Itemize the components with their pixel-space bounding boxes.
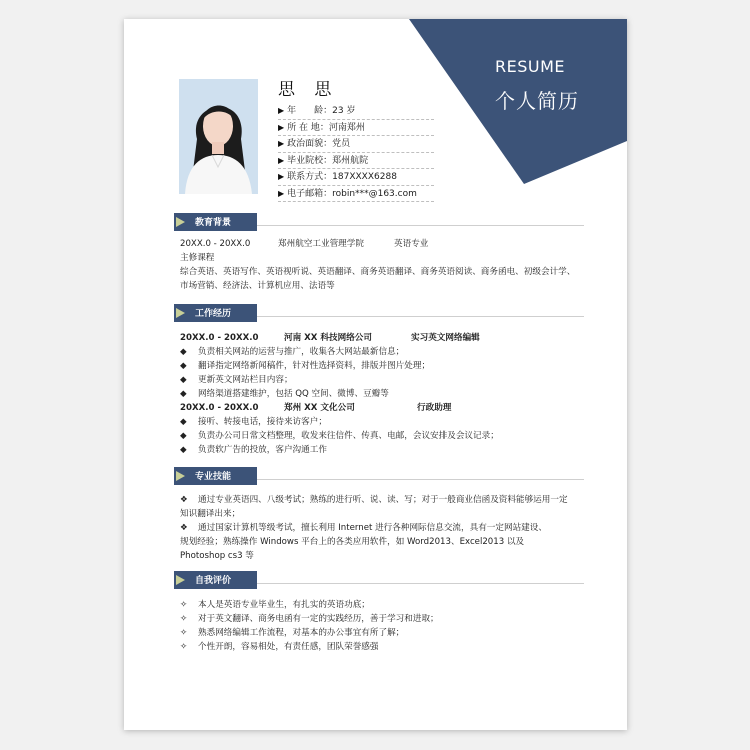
- info-value: 郑州航院: [332, 155, 369, 166]
- candidate-name: 思 思: [278, 80, 339, 100]
- job-header: [180, 401, 590, 415]
- job-duty: ◆ 更新英文网站栏目内容；: [180, 375, 293, 385]
- resume-title-cn: 个人简历: [495, 89, 579, 113]
- section-divider: [257, 316, 584, 317]
- section-divider: [257, 479, 584, 480]
- job-company: 河南 XX 科技网络公司: [284, 333, 372, 343]
- info-label: 联系方式：: [287, 172, 333, 182]
- triangle-icon: ▶: [278, 139, 285, 148]
- triangle-icon: ▶: [278, 122, 285, 132]
- work-content: [180, 331, 590, 457]
- triangle-icon: ▶: [278, 106, 285, 115]
- clover-bullet-icon: ❖: [180, 523, 188, 533]
- info-phone: [278, 169, 434, 186]
- resume-page: [124, 19, 627, 730]
- job-duty: ◆ 翻译指定网络新闻稿件，针对性选择资料，排版并图片处理；: [180, 361, 431, 371]
- diamond-bullet-icon: ◆: [180, 361, 187, 371]
- triangle-icon: ▶: [278, 172, 285, 181]
- diamond-bullet-icon: ◆: [180, 347, 187, 357]
- section-skills-header: [174, 467, 584, 487]
- info-value: 党员: [332, 139, 351, 149]
- self-eval-item: ✧ 个性开朗，容易相处，有责任感，团队荣誉感强: [180, 642, 379, 652]
- info-political-status: [278, 136, 434, 153]
- section-arrow-icon: [176, 471, 185, 481]
- courses-line-1: 综合英语、英语写作、英语视听说、英语翻译、商务英语翻译、商务英语阅读、商务函电、初级会计学、: [180, 267, 576, 277]
- section-title: 自我评价: [195, 576, 232, 586]
- job-duty: ◆ 接听、转接电话，接待来访客户；: [180, 417, 327, 427]
- section-work-header: [174, 304, 584, 324]
- job-duty: ◆ 网络渠道搭建维护，包括 QQ 空间、微博、豆瓣等: [180, 389, 389, 399]
- job-company: 郑州 XX 文化公司: [284, 403, 355, 413]
- diamond-bullet-icon: ◆: [180, 375, 187, 385]
- section-self-eval-header: [174, 571, 584, 591]
- section-education-header: [174, 213, 584, 233]
- diamond-bullet-icon: ◆: [180, 389, 187, 399]
- courses-line-2: 市场营销、经济法、计算机应用、法语等: [180, 281, 335, 291]
- job-period: 20XX.0 - 20XX.0: [180, 333, 259, 343]
- sparkle-bullet-icon: ✧: [180, 628, 188, 638]
- job-role: 行政助理: [417, 403, 452, 413]
- section-title: 教育背景: [195, 218, 232, 228]
- skill-item: ❖ 通过专业英语四、八级考试；熟练的进行听、说、读、写；对于一般商业信函及资料能够运用一定: [180, 495, 568, 505]
- diamond-bullet-icon: ◆: [180, 417, 187, 427]
- sparkle-bullet-icon: ✧: [180, 614, 188, 624]
- section-title: 专业技能: [195, 472, 232, 482]
- self-eval-item: ✧ 本人是英语专业毕业生，有扎实的英语功底；: [180, 600, 370, 610]
- education-content: [180, 237, 590, 293]
- self-eval-item: ✧ 熟悉网络编辑工作流程，对基本的办公事宜有所了解；: [180, 628, 405, 638]
- job-duty: ◆ 负责软广告的投放，客户沟通工作: [180, 445, 327, 455]
- skill-item-cont: 知识翻译出来；: [180, 509, 241, 519]
- section-arrow-icon: [176, 217, 185, 227]
- education-major: 英语专业: [394, 239, 429, 249]
- education-period: 20XX.0 - 20XX.0: [180, 239, 251, 249]
- diamond-bullet-icon: ◆: [180, 431, 187, 441]
- info-label: 电子邮箱：: [287, 188, 333, 199]
- resume-title-en: RESUME: [495, 57, 566, 76]
- personal-info-list: [278, 103, 434, 202]
- skill-item: ❖ 通过国家计算机等级考试，擅长利用 Internet 进行各种网际信息交流，具有一定网站建设、: [180, 523, 547, 533]
- profile-photo: [179, 79, 258, 194]
- courses-label: 主修课程: [180, 253, 215, 263]
- section-title: 工作经历: [195, 309, 232, 319]
- self-eval-item: ✧ 对于英文翻译、商务电函有一定的实践经历，善于学习和进取；: [180, 614, 439, 624]
- info-location: [278, 120, 434, 137]
- education-school: 郑州航空工业管理学院: [278, 239, 364, 249]
- triangle-icon: ▶: [278, 155, 285, 165]
- skills-content: [180, 493, 590, 563]
- info-value: robin***@163.com: [332, 188, 417, 199]
- info-value: 187XXXX6288: [332, 172, 397, 182]
- info-label: 年 龄：: [287, 106, 333, 116]
- info-age: [278, 103, 434, 120]
- job-duty: ◆ 负责办公司日常文档整理，收发来往信件、传真、电邮，会议安排及会议记录；: [180, 431, 499, 441]
- info-value: 河南郑州: [328, 122, 365, 133]
- info-school: [278, 153, 434, 170]
- job-period: 20XX.0 - 20XX.0: [180, 403, 259, 413]
- triangle-icon: ▶: [278, 188, 285, 198]
- info-email: [278, 186, 434, 203]
- self-eval-content: [180, 598, 590, 654]
- info-label: 毕业院校：: [287, 155, 333, 166]
- job-role: 实习英文网络编辑: [411, 333, 480, 343]
- skill-item-cont: 规划经验；熟练操作 Windows 平台上的各类应用软件，如 Word2013、Excel2013 以及: [180, 537, 525, 547]
- info-label: 政治面貌：: [287, 139, 333, 149]
- section-arrow-icon: [176, 308, 185, 318]
- skill-item-cont: Photoshop cs3 等: [180, 551, 254, 561]
- info-label: 所 在 地：: [287, 122, 329, 133]
- info-value: 23 岁: [332, 106, 356, 116]
- sparkle-bullet-icon: ✧: [180, 642, 188, 652]
- section-divider: [257, 583, 584, 584]
- job-duty: ◆ 负责相关网站的运营与推广，收集各大网站最新信息；: [180, 347, 405, 357]
- job-header: [180, 331, 590, 345]
- section-arrow-icon: [176, 575, 185, 585]
- clover-bullet-icon: ❖: [180, 495, 188, 505]
- section-divider: [257, 225, 584, 226]
- diamond-bullet-icon: ◆: [180, 445, 187, 455]
- sparkle-bullet-icon: ✧: [180, 600, 188, 610]
